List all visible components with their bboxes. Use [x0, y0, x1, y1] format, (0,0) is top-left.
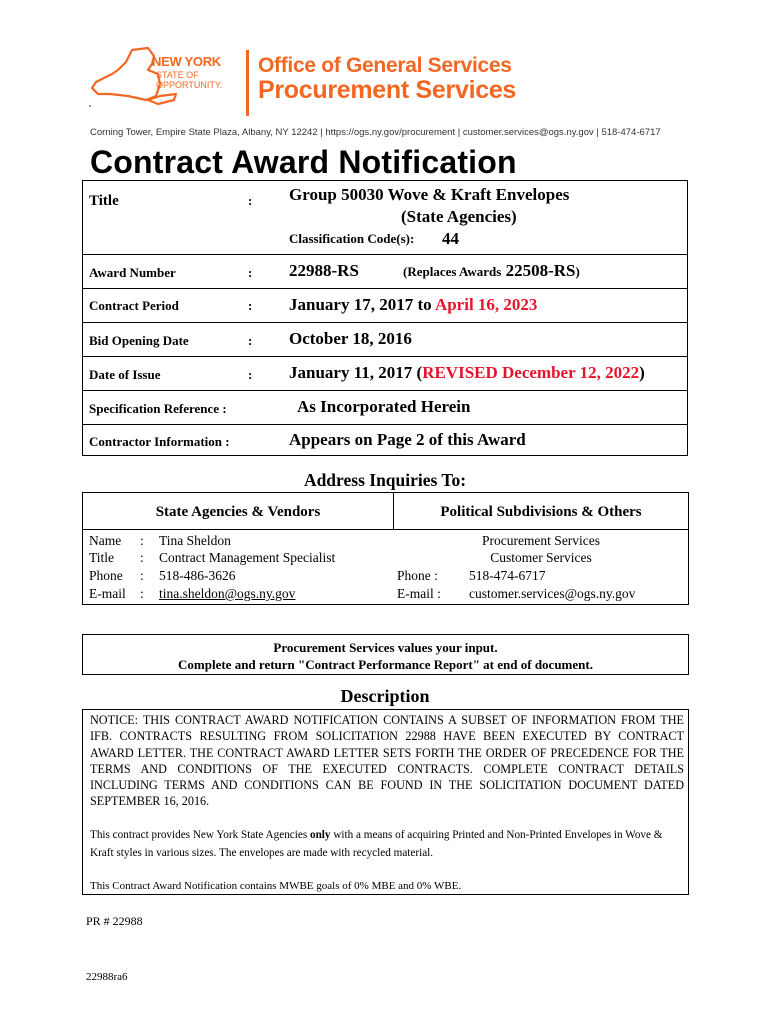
row-bid-opening	[83, 323, 687, 357]
row-specification	[83, 391, 687, 425]
title-colon: :	[248, 193, 253, 208]
contact-line: Corning Tower, Empire State Plaza, Albany, NY 12242 | https://ogs.ny.gov/procurement | customer.services@ogs.ny.gov | 518-474-6717	[90, 127, 661, 138]
address-heading: Address Inquiries To:	[303, 470, 467, 490]
usage-text: This contract provides New York State Agencies only with a means of acquiring Printed and Non-Printed Envelopes in Wove & Kraft styles in various sizes. The envelopes are made with recycled material.	[90, 829, 663, 859]
issue-colon: :	[248, 367, 253, 382]
title-value-line1: Group 50030 Wove & Kraft Envelopes	[289, 185, 570, 204]
contractor-value: Appears on Page 2 of this Award	[289, 430, 526, 449]
award-info-table	[82, 180, 688, 456]
contact-phone: 518-486-3626	[159, 568, 236, 583]
office-name: Office of General Services	[258, 54, 512, 77]
mwbe-text: This Contract Award Notification contains MWBE goals of 0% MBE and 0% WBE.	[90, 880, 462, 892]
bid-label: Bid Opening Date	[89, 333, 189, 348]
right-line1: Procurement Services	[481, 533, 601, 548]
address-table: State Agencies & Vendors Political Subdivisions & Others Name : Tina Sheldon Title : Contract Management Specialist Phone : 518-486-3626 E-mail : tina.sheldon@ogs.ny.gov Procurement Services Customer Services Phone : 518-474-6717 E-mail : customer.services@ogs.ny.gov	[82, 492, 689, 605]
award-replaces-prefix: (Replaces Awards	[403, 264, 502, 279]
notice-text: NOTICE: THIS CONTRACT AWARD NOTIFICATION CONTAINS A SUBSET OF INFORMATION FROM THE IFB. CONTRACTS RESULTING FROM SOLICITATION 22988 HAVE BEEN EXECUTED BY CONTRACT AWARD LETTER. THE CONTRACT AWARD LETTER SETS FORTH THE ORDER OF PRECEDENCE FOR THE TERMS AND CONDITIONS OF THE EXECUTED CONTRACTS. COMPLETE CONTRACT DETAILS INCLUDING TERMS AND CONDITIONS CAN BE FOUND IN THE SOLICITATION DOCUMENT DATED SEPTEMBER 16, 2016.	[90, 713, 684, 809]
feedback-box	[82, 634, 689, 675]
issue-revised: REVISED December 12, 2022	[422, 363, 640, 382]
bid-colon: :	[248, 333, 253, 348]
period-colon: :	[248, 298, 253, 313]
document-version: 22988ra6	[86, 971, 128, 983]
bid-value: October 18, 2016	[289, 329, 412, 348]
classification-value: 44	[442, 229, 459, 248]
award-replaces-value: 22508-RS	[505, 261, 576, 280]
period-start: January 17, 2017 to	[289, 295, 432, 314]
right-email-label: E-mail :	[397, 586, 441, 601]
right-phone-label: Phone :	[397, 568, 438, 583]
contact-email-link[interactable]: tina.sheldon@ogs.ny.gov	[159, 586, 296, 601]
contact-title: Contract Management Specialist	[159, 550, 336, 565]
phone-label: Phone	[89, 568, 123, 583]
issue-value: January 11, 2017 (	[289, 363, 423, 382]
feedback-line2: Complete and return "Contract Performance Report" at end of document.	[178, 657, 593, 672]
logo-state-of: STATE OF	[156, 70, 199, 80]
award-colon: :	[248, 265, 253, 280]
right-line2: Customer Services	[490, 550, 592, 565]
period-end: April 16, 2023	[434, 295, 538, 314]
right-header: Political Subdivisions & Others	[394, 493, 688, 530]
award-label: Award Number	[89, 265, 176, 280]
issue-label: Date of Issue	[89, 367, 161, 382]
header-divider	[246, 50, 249, 116]
award-value: 22988-RS	[289, 261, 359, 280]
division-name: Procurement Services	[258, 76, 517, 104]
document-title: Contract Award Notification	[90, 144, 517, 180]
period-label: Contract Period	[89, 298, 179, 313]
title-value-line2: (State Agencies)	[401, 207, 517, 226]
row-title	[83, 181, 687, 255]
row-date-of-issue	[83, 357, 687, 391]
nys-logo	[88, 44, 258, 120]
name-label: Name	[89, 533, 122, 548]
row-award-number	[83, 255, 687, 289]
right-email: customer.services@ogs.ny.gov	[469, 586, 636, 601]
right-phone: 518-474-6717	[469, 568, 546, 583]
email-label: E-mail	[89, 586, 126, 601]
row-contractor-info	[83, 425, 687, 456]
award-replaces-suffix: )	[575, 264, 580, 279]
title-label: Title	[89, 193, 119, 209]
spec-label: Specification Reference :	[89, 401, 227, 416]
description-heading: Description	[340, 686, 430, 706]
logo-opportunity: OPPORTUNITY.	[156, 80, 223, 90]
row-contract-period	[83, 289, 687, 323]
title-label: Title	[89, 550, 115, 565]
issue-close: )	[639, 363, 645, 382]
left-header: State Agencies & Vendors	[83, 493, 393, 530]
logo-new-york: NEW YORK	[152, 54, 221, 69]
spec-value: As Incorporated Herein	[297, 397, 471, 416]
feedback-line1: Procurement Services values your input.	[273, 640, 498, 655]
usage-emphasis: only	[309, 829, 331, 841]
description-box	[82, 709, 689, 895]
classification-label: Classification Code(s):	[289, 231, 415, 246]
contact-name: Tina Sheldon	[159, 533, 231, 548]
pr-number: PR # 22988	[86, 914, 143, 928]
contractor-label: Contractor Information :	[89, 434, 230, 449]
